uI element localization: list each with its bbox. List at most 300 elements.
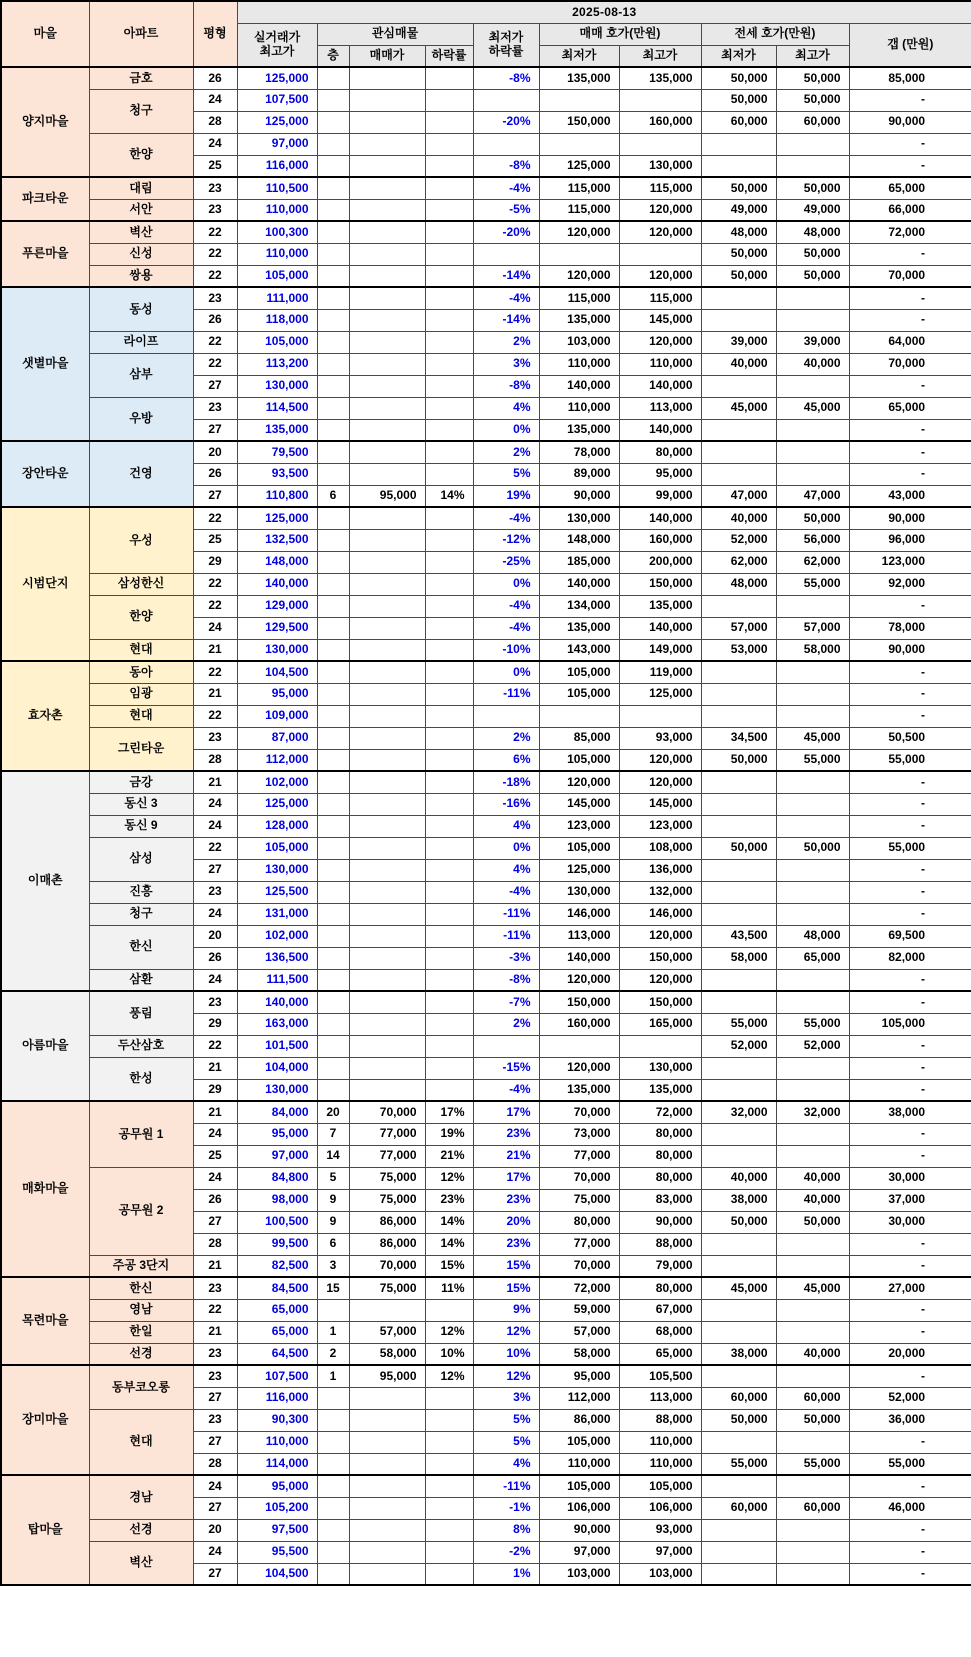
cell-village[interactable]: 매화마을: [1, 1101, 89, 1277]
cell-jeonse-low[interactable]: 45,000: [701, 397, 776, 419]
cell-sale-high[interactable]: 80,000: [619, 1277, 701, 1299]
cell-apartment[interactable]: 금호: [89, 67, 193, 89]
cell-floor[interactable]: [317, 947, 349, 969]
cell-jeonse-high[interactable]: 56,000: [776, 529, 849, 551]
cell-floor[interactable]: [317, 331, 349, 353]
cell-lowest-drop[interactable]: -18%: [473, 771, 539, 793]
cell-sale-low[interactable]: 78,000: [539, 441, 619, 463]
cell-jeonse-low[interactable]: [701, 1079, 776, 1101]
cell-floor[interactable]: [317, 133, 349, 155]
cell-floor[interactable]: [317, 793, 349, 815]
cell-sale-low[interactable]: 90,000: [539, 485, 619, 507]
cell-gap[interactable]: -: [849, 309, 971, 331]
cell-jeonse-low[interactable]: [701, 1255, 776, 1277]
cell-sale-high[interactable]: 150,000: [619, 991, 701, 1013]
cell-gap[interactable]: -: [849, 1057, 971, 1079]
cell-lowest-drop[interactable]: -14%: [473, 309, 539, 331]
cell-jeonse-low[interactable]: 58,000: [701, 947, 776, 969]
cell-size[interactable]: 23: [193, 881, 237, 903]
cell-apartment[interactable]: 금강: [89, 771, 193, 793]
cell-interest-drop[interactable]: [425, 507, 473, 529]
cell-lowest-drop[interactable]: [473, 243, 539, 265]
cell-interest-drop[interactable]: 14%: [425, 1233, 473, 1255]
cell-floor[interactable]: [317, 221, 349, 243]
cell-jeonse-low[interactable]: [701, 1519, 776, 1541]
cell-jeonse-high[interactable]: [776, 793, 849, 815]
cell-sale-low[interactable]: 75,000: [539, 1189, 619, 1211]
cell-sale-low[interactable]: 115,000: [539, 199, 619, 221]
cell-size[interactable]: 24: [193, 1475, 237, 1497]
cell-jeonse-high[interactable]: 55,000: [776, 573, 849, 595]
cell-jeonse-high[interactable]: [776, 309, 849, 331]
cell-sale-low[interactable]: 57,000: [539, 1321, 619, 1343]
cell-sale-low[interactable]: 112,000: [539, 1387, 619, 1409]
cell-jeonse-low[interactable]: 50,000: [701, 243, 776, 265]
cell-interest-price[interactable]: [349, 595, 425, 617]
cell-sale-high[interactable]: 135,000: [619, 1079, 701, 1101]
cell-floor[interactable]: [317, 463, 349, 485]
cell-actual-price[interactable]: 101,500: [237, 1035, 317, 1057]
cell-size[interactable]: 26: [193, 309, 237, 331]
cell-sale-high[interactable]: 135,000: [619, 595, 701, 617]
cell-interest-drop[interactable]: [425, 419, 473, 441]
cell-gap[interactable]: -: [849, 463, 971, 485]
cell-interest-price[interactable]: [349, 1497, 425, 1519]
cell-gap[interactable]: 43,000: [849, 485, 971, 507]
cell-jeonse-high[interactable]: 60,000: [776, 111, 849, 133]
cell-jeonse-high[interactable]: 57,000: [776, 617, 849, 639]
cell-sale-low[interactable]: [539, 243, 619, 265]
cell-sale-high[interactable]: 88,000: [619, 1409, 701, 1431]
cell-size[interactable]: 21: [193, 1321, 237, 1343]
cell-floor[interactable]: [317, 881, 349, 903]
cell-jeonse-low[interactable]: 50,000: [701, 1211, 776, 1233]
cell-jeonse-low[interactable]: [701, 419, 776, 441]
cell-interest-drop[interactable]: [425, 133, 473, 155]
cell-actual-price[interactable]: 111,000: [237, 287, 317, 309]
cell-sale-low[interactable]: 105,000: [539, 749, 619, 771]
cell-jeonse-low[interactable]: [701, 133, 776, 155]
cell-jeonse-low[interactable]: [701, 1057, 776, 1079]
cell-size[interactable]: 21: [193, 1255, 237, 1277]
cell-village[interactable]: 샛별마을: [1, 287, 89, 441]
cell-size[interactable]: 24: [193, 969, 237, 991]
cell-floor[interactable]: 20: [317, 1101, 349, 1123]
cell-actual-price[interactable]: 118,000: [237, 309, 317, 331]
cell-floor[interactable]: [317, 1409, 349, 1431]
cell-apartment[interactable]: 한신: [89, 925, 193, 969]
cell-sale-low[interactable]: 120,000: [539, 771, 619, 793]
cell-gap[interactable]: -: [849, 89, 971, 111]
cell-jeonse-high[interactable]: [776, 375, 849, 397]
cell-interest-price[interactable]: [349, 1541, 425, 1563]
cell-floor[interactable]: [317, 661, 349, 683]
header-sale-high[interactable]: 최고가: [619, 45, 701, 67]
cell-sale-high[interactable]: [619, 89, 701, 111]
cell-gap[interactable]: 123,000: [849, 551, 971, 573]
cell-apartment[interactable]: 두산삼호: [89, 1035, 193, 1057]
cell-sale-low[interactable]: 130,000: [539, 507, 619, 529]
cell-actual-price[interactable]: 104,500: [237, 661, 317, 683]
cell-interest-price[interactable]: 95,000: [349, 485, 425, 507]
cell-size[interactable]: 24: [193, 1541, 237, 1563]
cell-interest-drop[interactable]: 12%: [425, 1321, 473, 1343]
cell-jeonse-low[interactable]: 34,500: [701, 727, 776, 749]
cell-sale-low[interactable]: [539, 133, 619, 155]
cell-interest-drop[interactable]: [425, 243, 473, 265]
header-interest-floor[interactable]: 층: [317, 45, 349, 67]
cell-village[interactable]: 목련마을: [1, 1277, 89, 1365]
cell-jeonse-low[interactable]: [701, 309, 776, 331]
cell-gap[interactable]: -: [849, 705, 971, 727]
cell-sale-high[interactable]: 146,000: [619, 903, 701, 925]
cell-sale-low[interactable]: 97,000: [539, 1541, 619, 1563]
cell-lowest-drop[interactable]: -11%: [473, 925, 539, 947]
cell-jeonse-high[interactable]: [776, 595, 849, 617]
cell-jeonse-low[interactable]: 52,000: [701, 529, 776, 551]
cell-lowest-drop[interactable]: -4%: [473, 595, 539, 617]
cell-sale-high[interactable]: 120,000: [619, 199, 701, 221]
cell-sale-low[interactable]: 150,000: [539, 991, 619, 1013]
cell-gap[interactable]: 65,000: [849, 177, 971, 199]
cell-size[interactable]: 23: [193, 177, 237, 199]
cell-lowest-drop[interactable]: -4%: [473, 881, 539, 903]
cell-sale-low[interactable]: 140,000: [539, 947, 619, 969]
header-actual-price[interactable]: 실거래가 최고가: [237, 23, 317, 67]
cell-floor[interactable]: [317, 375, 349, 397]
cell-interest-drop[interactable]: 15%: [425, 1255, 473, 1277]
cell-gap[interactable]: 30,000: [849, 1211, 971, 1233]
cell-size[interactable]: 24: [193, 903, 237, 925]
cell-interest-price[interactable]: [349, 243, 425, 265]
cell-sale-low[interactable]: 135,000: [539, 67, 619, 89]
cell-apartment[interactable]: 서안: [89, 199, 193, 221]
cell-interest-price[interactable]: [349, 199, 425, 221]
cell-gap[interactable]: 82,000: [849, 947, 971, 969]
cell-lowest-drop[interactable]: [473, 705, 539, 727]
cell-lowest-drop[interactable]: -4%: [473, 177, 539, 199]
cell-gap[interactable]: 66,000: [849, 199, 971, 221]
cell-sale-low[interactable]: 105,000: [539, 1475, 619, 1497]
cell-jeonse-low[interactable]: [701, 815, 776, 837]
cell-floor[interactable]: [317, 309, 349, 331]
cell-size[interactable]: 27: [193, 485, 237, 507]
cell-sale-low[interactable]: 130,000: [539, 881, 619, 903]
cell-floor[interactable]: [317, 1387, 349, 1409]
cell-gap[interactable]: -: [849, 441, 971, 463]
cell-actual-price[interactable]: 132,500: [237, 529, 317, 551]
cell-interest-price[interactable]: [349, 683, 425, 705]
cell-apartment[interactable]: 벽산: [89, 1541, 193, 1585]
cell-sale-high[interactable]: 80,000: [619, 1167, 701, 1189]
cell-jeonse-low[interactable]: 50,000: [701, 749, 776, 771]
cell-actual-price[interactable]: 79,500: [237, 441, 317, 463]
cell-gap[interactable]: 36,000: [849, 1409, 971, 1431]
cell-interest-price[interactable]: 86,000: [349, 1211, 425, 1233]
cell-size[interactable]: 27: [193, 1563, 237, 1585]
cell-lowest-drop[interactable]: -8%: [473, 375, 539, 397]
cell-gap[interactable]: -: [849, 1519, 971, 1541]
cell-interest-drop[interactable]: [425, 1431, 473, 1453]
cell-actual-price[interactable]: 104,500: [237, 1563, 317, 1585]
cell-interest-drop[interactable]: [425, 177, 473, 199]
cell-sale-low[interactable]: 85,000: [539, 727, 619, 749]
cell-interest-price[interactable]: [349, 463, 425, 485]
cell-floor[interactable]: [317, 397, 349, 419]
cell-floor[interactable]: [317, 1519, 349, 1541]
cell-sale-low[interactable]: 140,000: [539, 375, 619, 397]
cell-sale-high[interactable]: 160,000: [619, 529, 701, 551]
cell-interest-price[interactable]: [349, 551, 425, 573]
cell-gap[interactable]: -: [849, 1233, 971, 1255]
cell-floor[interactable]: 1: [317, 1321, 349, 1343]
cell-sale-high[interactable]: 130,000: [619, 1057, 701, 1079]
cell-actual-price[interactable]: 125,000: [237, 67, 317, 89]
cell-jeonse-low[interactable]: [701, 1299, 776, 1321]
cell-jeonse-high[interactable]: [776, 1475, 849, 1497]
cell-gap[interactable]: 20,000: [849, 1343, 971, 1365]
cell-actual-price[interactable]: 148,000: [237, 551, 317, 573]
cell-gap[interactable]: 38,000: [849, 1101, 971, 1123]
cell-size[interactable]: 22: [193, 243, 237, 265]
cell-floor[interactable]: [317, 243, 349, 265]
cell-sale-high[interactable]: 83,000: [619, 1189, 701, 1211]
cell-sale-high[interactable]: [619, 705, 701, 727]
cell-floor[interactable]: [317, 1541, 349, 1563]
header-lowest-drop[interactable]: 최저가 하락률: [473, 23, 539, 67]
cell-interest-price[interactable]: [349, 1453, 425, 1475]
cell-interest-price[interactable]: [349, 529, 425, 551]
cell-lowest-drop[interactable]: 10%: [473, 1343, 539, 1365]
cell-jeonse-high[interactable]: 49,000: [776, 199, 849, 221]
cell-gap[interactable]: 96,000: [849, 529, 971, 551]
cell-apartment[interactable]: 청구: [89, 903, 193, 925]
cell-size[interactable]: 20: [193, 441, 237, 463]
cell-floor[interactable]: [317, 111, 349, 133]
cell-interest-drop[interactable]: [425, 1057, 473, 1079]
cell-lowest-drop[interactable]: 5%: [473, 1409, 539, 1431]
cell-apartment[interactable]: 신성: [89, 243, 193, 265]
cell-interest-drop[interactable]: [425, 551, 473, 573]
cell-actual-price[interactable]: 110,000: [237, 1431, 317, 1453]
cell-interest-drop[interactable]: [425, 903, 473, 925]
cell-sale-high[interactable]: 90,000: [619, 1211, 701, 1233]
cell-sale-high[interactable]: 130,000: [619, 155, 701, 177]
cell-interest-drop[interactable]: [425, 1563, 473, 1585]
cell-sale-high[interactable]: 93,000: [619, 727, 701, 749]
cell-actual-price[interactable]: 95,000: [237, 1123, 317, 1145]
cell-jeonse-low[interactable]: [701, 1475, 776, 1497]
cell-village[interactable]: 이매촌: [1, 771, 89, 991]
cell-lowest-drop[interactable]: 21%: [473, 1145, 539, 1167]
cell-interest-drop[interactable]: [425, 265, 473, 287]
cell-actual-price[interactable]: 125,000: [237, 793, 317, 815]
cell-gap[interactable]: -: [849, 1255, 971, 1277]
cell-actual-price[interactable]: 64,500: [237, 1343, 317, 1365]
cell-apartment[interactable]: 쌍용: [89, 265, 193, 287]
cell-interest-price[interactable]: [349, 991, 425, 1013]
cell-size[interactable]: 24: [193, 617, 237, 639]
cell-actual-price[interactable]: 82,500: [237, 1255, 317, 1277]
cell-floor[interactable]: [317, 177, 349, 199]
cell-interest-drop[interactable]: [425, 837, 473, 859]
cell-floor[interactable]: [317, 639, 349, 661]
cell-actual-price[interactable]: 105,000: [237, 331, 317, 353]
cell-floor[interactable]: [317, 969, 349, 991]
cell-interest-drop[interactable]: [425, 441, 473, 463]
cell-gap[interactable]: 46,000: [849, 1497, 971, 1519]
cell-gap[interactable]: -: [849, 1299, 971, 1321]
cell-lowest-drop[interactable]: 2%: [473, 441, 539, 463]
cell-jeonse-high[interactable]: [776, 661, 849, 683]
header-jeonse-high[interactable]: 최고가: [776, 45, 849, 67]
cell-sale-high[interactable]: 123,000: [619, 815, 701, 837]
cell-interest-drop[interactable]: [425, 859, 473, 881]
cell-jeonse-high[interactable]: 50,000: [776, 243, 849, 265]
cell-interest-price[interactable]: [349, 837, 425, 859]
cell-interest-drop[interactable]: [425, 1497, 473, 1519]
cell-jeonse-low[interactable]: [701, 661, 776, 683]
cell-interest-drop[interactable]: [425, 221, 473, 243]
cell-size[interactable]: 23: [193, 199, 237, 221]
cell-apartment[interactable]: 삼성: [89, 837, 193, 881]
cell-interest-price[interactable]: [349, 111, 425, 133]
cell-sale-low[interactable]: 120,000: [539, 969, 619, 991]
cell-jeonse-low[interactable]: [701, 441, 776, 463]
cell-interest-drop[interactable]: [425, 771, 473, 793]
cell-village[interactable]: 효자촌: [1, 661, 89, 771]
cell-jeonse-high[interactable]: 40,000: [776, 1167, 849, 1189]
cell-jeonse-low[interactable]: [701, 683, 776, 705]
cell-actual-price[interactable]: 116,000: [237, 155, 317, 177]
cell-gap[interactable]: 90,000: [849, 507, 971, 529]
cell-floor[interactable]: [317, 529, 349, 551]
cell-sale-high[interactable]: [619, 1035, 701, 1057]
cell-floor[interactable]: 7: [317, 1123, 349, 1145]
cell-gap[interactable]: -: [849, 1123, 971, 1145]
cell-actual-price[interactable]: 104,000: [237, 1057, 317, 1079]
cell-floor[interactable]: 14: [317, 1145, 349, 1167]
cell-interest-drop[interactable]: [425, 595, 473, 617]
cell-sale-low[interactable]: 160,000: [539, 1013, 619, 1035]
cell-floor[interactable]: [317, 1299, 349, 1321]
cell-jeonse-low[interactable]: [701, 771, 776, 793]
header-apartment[interactable]: 아파트: [89, 1, 193, 67]
cell-sale-high[interactable]: 88,000: [619, 1233, 701, 1255]
cell-jeonse-low[interactable]: 40,000: [701, 1167, 776, 1189]
cell-lowest-drop[interactable]: [473, 133, 539, 155]
cell-size[interactable]: 22: [193, 573, 237, 595]
cell-gap[interactable]: 27,000: [849, 1277, 971, 1299]
cell-jeonse-low[interactable]: [701, 375, 776, 397]
cell-jeonse-low[interactable]: 50,000: [701, 1409, 776, 1431]
cell-actual-price[interactable]: 97,000: [237, 1145, 317, 1167]
cell-gap[interactable]: 37,000: [849, 1189, 971, 1211]
cell-gap[interactable]: -: [849, 1321, 971, 1343]
cell-floor[interactable]: [317, 1013, 349, 1035]
header-interest-drop[interactable]: 하락률: [425, 45, 473, 67]
cell-interest-drop[interactable]: [425, 353, 473, 375]
cell-size[interactable]: 22: [193, 331, 237, 353]
cell-gap[interactable]: 50,500: [849, 727, 971, 749]
cell-jeonse-high[interactable]: 65,000: [776, 947, 849, 969]
cell-jeonse-low[interactable]: 53,000: [701, 639, 776, 661]
cell-interest-drop[interactable]: [425, 639, 473, 661]
cell-jeonse-low[interactable]: 62,000: [701, 551, 776, 573]
cell-floor[interactable]: 2: [317, 1343, 349, 1365]
cell-gap[interactable]: -: [849, 1079, 971, 1101]
cell-interest-price[interactable]: [349, 1519, 425, 1541]
cell-size[interactable]: 25: [193, 155, 237, 177]
cell-lowest-drop[interactable]: 3%: [473, 353, 539, 375]
cell-sale-high[interactable]: 97,000: [619, 1541, 701, 1563]
cell-size[interactable]: 28: [193, 749, 237, 771]
cell-jeonse-low[interactable]: [701, 903, 776, 925]
cell-jeonse-high[interactable]: 48,000: [776, 925, 849, 947]
cell-lowest-drop[interactable]: -8%: [473, 969, 539, 991]
cell-gap[interactable]: -: [849, 1541, 971, 1563]
cell-interest-drop[interactable]: [425, 1299, 473, 1321]
cell-jeonse-low[interactable]: 50,000: [701, 67, 776, 89]
cell-size[interactable]: 21: [193, 771, 237, 793]
cell-size[interactable]: 21: [193, 639, 237, 661]
cell-interest-price[interactable]: [349, 397, 425, 419]
cell-jeonse-high[interactable]: 32,000: [776, 1101, 849, 1123]
cell-floor[interactable]: [317, 89, 349, 111]
cell-sale-low[interactable]: 70,000: [539, 1255, 619, 1277]
cell-interest-price[interactable]: [349, 771, 425, 793]
cell-interest-drop[interactable]: [425, 815, 473, 837]
cell-gap[interactable]: -: [849, 1563, 971, 1585]
cell-floor[interactable]: 9: [317, 1211, 349, 1233]
cell-sale-low[interactable]: 110,000: [539, 353, 619, 375]
cell-interest-price[interactable]: 75,000: [349, 1277, 425, 1299]
cell-jeonse-low[interactable]: [701, 1431, 776, 1453]
cell-sale-high[interactable]: 80,000: [619, 441, 701, 463]
cell-interest-drop[interactable]: [425, 793, 473, 815]
cell-actual-price[interactable]: 130,000: [237, 375, 317, 397]
cell-lowest-drop[interactable]: -12%: [473, 529, 539, 551]
cell-size[interactable]: 22: [193, 705, 237, 727]
cell-interest-drop[interactable]: [425, 1013, 473, 1035]
cell-jeonse-low[interactable]: [701, 859, 776, 881]
cell-interest-drop[interactable]: [425, 947, 473, 969]
cell-jeonse-low[interactable]: 43,500: [701, 925, 776, 947]
cell-interest-drop[interactable]: [425, 1035, 473, 1057]
cell-gap[interactable]: -: [849, 375, 971, 397]
cell-apartment[interactable]: 한양: [89, 595, 193, 639]
cell-apartment[interactable]: 그린타운: [89, 727, 193, 771]
cell-interest-price[interactable]: [349, 133, 425, 155]
cell-lowest-drop[interactable]: -1%: [473, 1497, 539, 1519]
cell-apartment[interactable]: 선경: [89, 1343, 193, 1365]
cell-floor[interactable]: [317, 903, 349, 925]
cell-sale-low[interactable]: 90,000: [539, 1519, 619, 1541]
cell-floor[interactable]: [317, 595, 349, 617]
cell-actual-price[interactable]: 116,000: [237, 1387, 317, 1409]
cell-size[interactable]: 23: [193, 397, 237, 419]
cell-floor[interactable]: [317, 749, 349, 771]
cell-jeonse-high[interactable]: [776, 859, 849, 881]
cell-jeonse-high[interactable]: 39,000: [776, 331, 849, 353]
cell-interest-drop[interactable]: [425, 661, 473, 683]
cell-gap[interactable]: -: [849, 595, 971, 617]
cell-size[interactable]: 22: [193, 507, 237, 529]
cell-interest-price[interactable]: [349, 287, 425, 309]
cell-lowest-drop[interactable]: 4%: [473, 859, 539, 881]
cell-sale-low[interactable]: [539, 705, 619, 727]
cell-sale-high[interactable]: 135,000: [619, 67, 701, 89]
